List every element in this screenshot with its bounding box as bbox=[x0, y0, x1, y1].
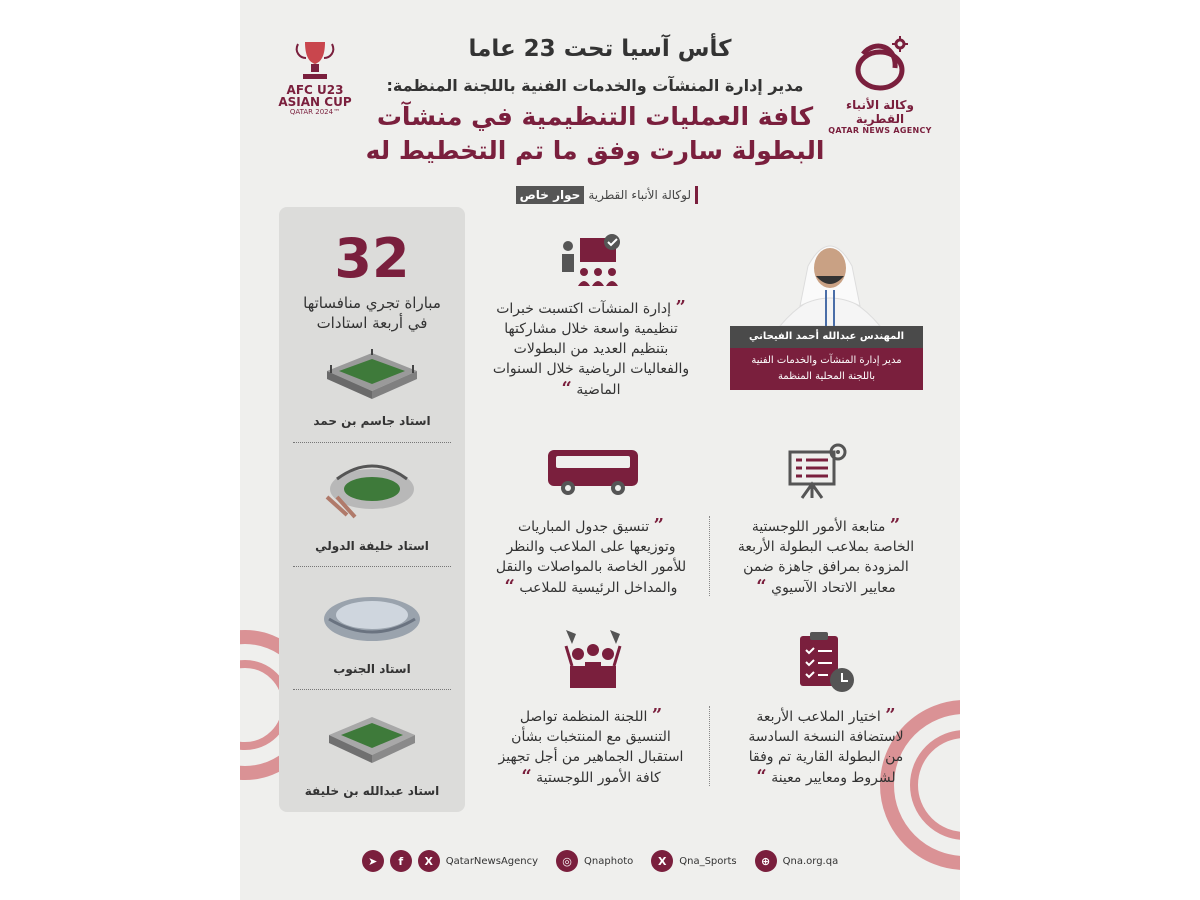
telegram-icon[interactable]: ➤ bbox=[362, 850, 384, 872]
tag-exclusive: حوار خاص bbox=[516, 186, 585, 204]
headline-line-1: كافة العمليات التنظيمية في منشآت bbox=[376, 102, 814, 131]
stadium-divider bbox=[293, 442, 451, 443]
afc-u23-logo bbox=[270, 34, 360, 117]
quote-line: ” إدارة المنشآت اكتسبت خبرات bbox=[496, 297, 686, 318]
qna-name-english: QATAR NEWS AGENCY bbox=[828, 126, 932, 135]
headline bbox=[360, 100, 830, 168]
quote-line: ” تنسيق جدول المباريات bbox=[517, 515, 664, 536]
quote-open-icon: ” bbox=[651, 705, 663, 726]
stadiums-sidebar bbox=[279, 207, 465, 812]
qna-name-arabic: وكالة الأنباء القطرية bbox=[846, 98, 914, 126]
quote-line: لاستضافة النسخة السادسة bbox=[748, 729, 904, 745]
x-icon[interactable]: X bbox=[651, 850, 673, 872]
planning-board-icon bbox=[788, 440, 850, 506]
afc-u23-text: AFC U23 bbox=[286, 83, 344, 97]
quote-organizing-committee bbox=[476, 706, 706, 788]
quote-match-schedule bbox=[476, 516, 706, 598]
kicker-title: كأس آسيا تحت 23 عاما bbox=[468, 36, 732, 62]
bus-icon bbox=[546, 444, 640, 502]
matches-label bbox=[289, 293, 455, 333]
quote-line: استقبال الجماهير من أجل تجهيز bbox=[498, 749, 684, 765]
social-qna[interactable] bbox=[362, 850, 538, 872]
quote-line: بتنظيم العديد من البطولات bbox=[513, 341, 669, 357]
quote-line: الخاصة بملاعب البطولة الأربعة bbox=[737, 539, 915, 555]
subheadline: مدير إدارة المنشآت والخدمات الفنية باللجنة المنظمة: bbox=[386, 76, 804, 95]
interviewee-role bbox=[730, 348, 923, 390]
stadium-item bbox=[279, 585, 465, 649]
social-sports[interactable] bbox=[651, 850, 736, 872]
quote-line: وتوزيعها على الملاعب والنظر bbox=[506, 539, 676, 555]
interview-tag bbox=[516, 186, 698, 204]
stadium-name: استاد الجنوب bbox=[333, 662, 411, 676]
stadium-divider bbox=[293, 689, 451, 690]
quote-close-icon: “ bbox=[756, 766, 767, 787]
instagram-icon[interactable]: ◎ bbox=[556, 850, 578, 872]
quote-open-icon: ” bbox=[885, 705, 896, 726]
asian-cup-text: ASIAN CUP bbox=[278, 95, 352, 109]
presentation-icon bbox=[558, 232, 628, 292]
quote-facilities-experience bbox=[476, 298, 706, 400]
quote-line: كافة الأمور اللوجستية “ bbox=[521, 766, 661, 787]
interviewee-card bbox=[730, 226, 923, 391]
quote-open-icon: ” bbox=[675, 297, 686, 318]
globe-icon[interactable]: ⊕ bbox=[755, 850, 777, 872]
qna-logo bbox=[825, 34, 935, 135]
column-divider bbox=[709, 706, 710, 786]
quote-close-icon: “ bbox=[756, 576, 767, 597]
trophy-icon bbox=[290, 34, 340, 84]
quote-line: معايير الاتحاد الآسيوي “ bbox=[756, 576, 896, 597]
headline-line-2: البطولة سارت وفق ما تم التخطيط له bbox=[365, 136, 825, 165]
stadium-image-jassim bbox=[317, 341, 427, 405]
facebook-icon[interactable]: f bbox=[390, 850, 412, 872]
matches-label-line-1: مباراة تجري منافساتها bbox=[303, 294, 441, 312]
website-link[interactable]: Qna.org.qa bbox=[782, 855, 839, 867]
quote-line: والفعاليات الرياضية خلال السنوات bbox=[492, 361, 690, 377]
stadium-name: استاد عبدالله بن خليفة bbox=[304, 784, 440, 798]
social-photo[interactable] bbox=[556, 850, 633, 872]
quote-close-icon: “ bbox=[561, 378, 572, 399]
stadium-item bbox=[279, 457, 465, 521]
matches-count: 32 bbox=[334, 227, 410, 290]
quote-close-icon: “ bbox=[504, 576, 515, 597]
social-footer bbox=[350, 846, 850, 876]
interviewee-photo bbox=[770, 226, 890, 326]
stadium-image-abdullah bbox=[317, 707, 427, 771]
tag-source: لوكالة الأنباء القطرية bbox=[588, 188, 691, 202]
quote-line: ” متابعة الأمور اللوجستية bbox=[751, 515, 901, 536]
fans-icon bbox=[558, 626, 628, 696]
sports-handle[interactable]: Qna_Sports bbox=[679, 855, 737, 867]
stadium-image-janoub bbox=[317, 585, 427, 649]
quote-line: ” اللجنة المنظمة تواصل bbox=[519, 705, 663, 726]
quote-line: المزودة بمرافق جاهزة ضمن bbox=[743, 559, 909, 575]
checklist-clock-icon bbox=[796, 630, 858, 698]
quote-line: والمداخل الرئيسية للملاعب “ bbox=[504, 576, 678, 597]
quote-close-icon: “ bbox=[521, 766, 532, 787]
photo-handle[interactable]: Qnaphoto bbox=[584, 855, 634, 867]
qna-emblem-icon bbox=[845, 34, 915, 96]
stadium-item bbox=[279, 341, 465, 405]
qatar-2024-text: QATAR 2024™ bbox=[289, 108, 341, 116]
quote-line: تنظيمية واسعة خلال مشاركتها bbox=[504, 321, 678, 337]
quote-line: الماضية “ bbox=[561, 378, 621, 399]
stadium-name: استاد خليفة الدولي bbox=[315, 539, 429, 553]
stadium-divider bbox=[293, 566, 451, 567]
quote-open-icon: ” bbox=[653, 515, 664, 536]
infographic-poster bbox=[240, 0, 960, 900]
qna-handle[interactable]: QatarNewsAgency bbox=[445, 855, 539, 867]
stadium-item bbox=[279, 707, 465, 771]
quote-line: لشروط ومعايير معينة “ bbox=[756, 766, 896, 787]
column-divider bbox=[709, 516, 710, 596]
quote-stadium-selection bbox=[716, 706, 936, 788]
quote-open-icon: ” bbox=[889, 515, 901, 536]
quote-line: التنسيق مع المنتخبات بشأن bbox=[511, 729, 671, 745]
role-line-2: باللجنة المحلية المنظمة bbox=[777, 371, 876, 382]
quote-line: للأمور الخاصة بالمواصلات والنقل bbox=[495, 559, 687, 575]
quote-line: ” اختيار الملاعب الأربعة bbox=[756, 705, 896, 726]
quote-logistics bbox=[716, 516, 936, 598]
stadium-image-khalifa bbox=[317, 457, 427, 521]
interviewee-name: المهندس عبدالله أحمد الفيحاني bbox=[730, 326, 923, 348]
stadium-name: استاد جاسم بن حمد bbox=[313, 414, 431, 428]
matches-label-line-2: في أربعة استادات bbox=[316, 314, 428, 332]
social-website[interactable] bbox=[755, 850, 839, 872]
quote-line: من البطولة القارية تم وفقا bbox=[748, 749, 904, 765]
x-icon[interactable]: X bbox=[418, 850, 440, 872]
role-line-1: مدير إدارة المنشآت والخدمات الفنية bbox=[751, 355, 902, 366]
